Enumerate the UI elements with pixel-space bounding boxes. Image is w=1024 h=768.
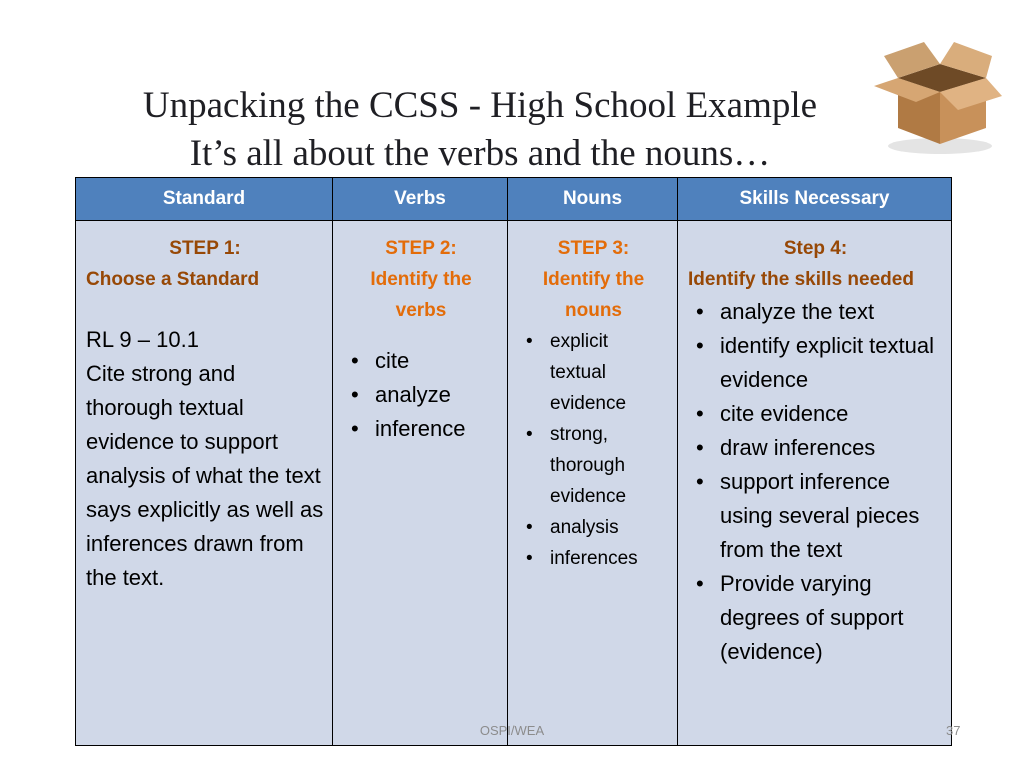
step4-label: Step 4: <box>783 238 848 259</box>
page-number: 37 <box>946 723 961 738</box>
header-verbs: Verbs <box>333 178 508 221</box>
standard-text: Cite strong and thorough textual evidence to support analysis of what the text says explicitly as well as inferences drawn from the text. <box>86 361 324 590</box>
list-item: • draw inferences <box>688 431 943 465</box>
slide-title <box>60 82 900 178</box>
standard-code: RL 9 – 10.1 <box>86 327 199 352</box>
verbs-cell <box>333 221 508 746</box>
ccss-table <box>75 177 952 746</box>
skills-list <box>688 295 943 669</box>
standard-cell <box>76 221 333 746</box>
header-skills: Skills Necessary <box>678 178 952 221</box>
step2-text: Identify the verbs <box>370 269 472 321</box>
table-header-row <box>76 178 952 221</box>
list-item: • inference <box>343 412 499 446</box>
nouns-list <box>518 326 669 574</box>
list-item: • analyze the text <box>688 295 943 329</box>
list-item: • Provide varying degrees of support (evidence) <box>688 567 943 669</box>
header-standard: Standard <box>76 178 333 221</box>
step4-text: Identify the skills needed <box>688 269 914 290</box>
list-item: • inferences <box>518 543 669 574</box>
step2-label: STEP 2: <box>385 238 457 259</box>
skills-cell <box>678 221 952 746</box>
step3-label: STEP 3: <box>557 238 630 259</box>
list-item: • strong, thorough evidence <box>518 419 669 512</box>
list-item: • support inference using several pieces from the text <box>688 465 943 567</box>
footer-text: OSPI/WEA <box>479 723 545 738</box>
step1-text: Choose a Standard <box>86 269 260 290</box>
step1-label: STEP 1: <box>169 238 241 259</box>
table-row <box>76 221 952 746</box>
list-item: • identify explicit textual evidence <box>688 329 943 397</box>
title-line-1: Unpacking the CCSS - High School Example <box>142 85 818 126</box>
title-line-2: It’s all about the verbs and the nouns… <box>189 133 771 174</box>
step3-text: Identify the nouns <box>542 269 645 321</box>
list-item: • analysis <box>518 512 669 543</box>
list-item: • cite <box>343 344 499 378</box>
list-item: • analyze <box>343 378 499 412</box>
verbs-list <box>343 344 499 446</box>
cardboard-box-icon <box>868 34 1008 156</box>
header-nouns: Nouns <box>508 178 678 221</box>
list-item: • cite evidence <box>688 397 943 431</box>
list-item: • explicit textual evidence <box>518 326 669 419</box>
nouns-cell <box>508 221 678 746</box>
